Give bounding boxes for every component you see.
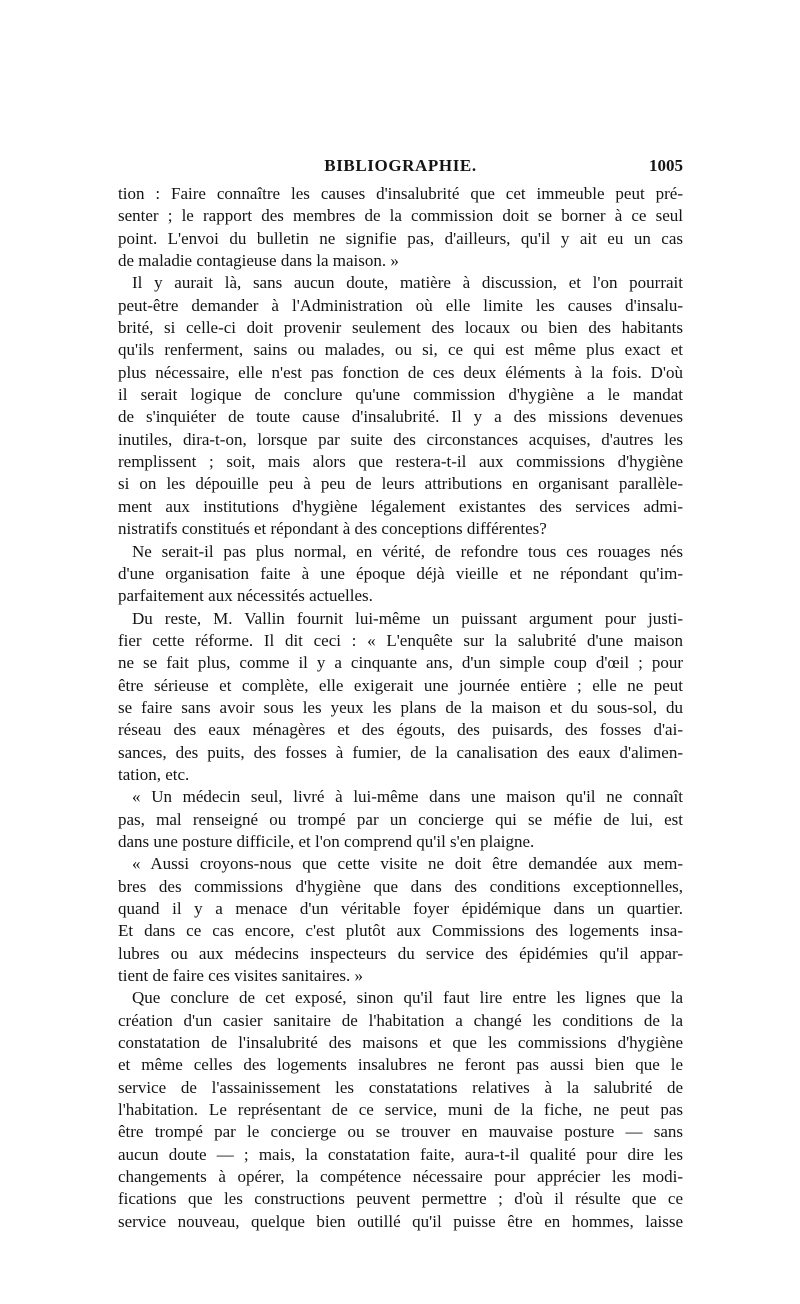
text-line: aucun doute — ; mais, la constatation faite, aura-t-il qualité pour dire les bbox=[118, 1144, 683, 1164]
text-line: peut-être demander à l'Administration où elle limite les causes d'insalu- bbox=[118, 295, 683, 315]
running-title: BIBLIOGRAPHIE. bbox=[324, 156, 477, 175]
text-line: Du reste, M. Vallin fournit lui-même un puissant argument pour justi- bbox=[132, 608, 683, 628]
text-line: de maladie contagieuse dans la maison. » bbox=[118, 251, 399, 271]
text-line: point. L'envoi du bulletin ne signifie pas, d'ailleurs, qu'il y ait eu un cas bbox=[118, 228, 683, 248]
text-line: ment aux institutions d'hygiène légalement existantes des services admi- bbox=[118, 496, 683, 516]
text-line: brité, si celle-ci doit provenir seulement des locaux ou bien des habitants bbox=[118, 318, 683, 338]
text-line: réseau des eaux ménagères et des égouts, des puisards, des fosses d'ai- bbox=[118, 720, 683, 740]
text-line: être sérieuse et complète, elle exigerait une journée entière ; elle ne peut bbox=[118, 675, 683, 695]
text-line: Que conclure de cet exposé, sinon qu'il faut lire entre les lignes que la bbox=[132, 988, 683, 1008]
text-line: création d'un casier sanitaire de l'habitation a changé les conditions de la bbox=[118, 1010, 683, 1030]
text-line: tation, etc. bbox=[118, 764, 190, 784]
text-line: dans une posture difficile, et l'on comprend qu'il s'en plaigne. bbox=[118, 831, 535, 851]
text-line: service de l'assainissement les constatations relatives à la salubrité de bbox=[118, 1077, 683, 1097]
text-line: et même celles des logements insalubres ne feront pas aussi bien que le bbox=[118, 1055, 683, 1075]
text-line: changements à opérer, la compétence nécessaire pour apprécier les modi- bbox=[118, 1167, 683, 1187]
text-line: ne se fait plus, comme il y a cinquante ans, d'un simple coup d'œil ; pour bbox=[118, 653, 683, 673]
text-line: plus nécessaire, elle n'est pas fonction de ces deux éléments à la fois. D'où bbox=[118, 362, 683, 382]
text-line: tient de faire ces visites sanitaires. » bbox=[118, 966, 363, 986]
text-line: Il y aurait là, sans aucun doute, matière à discussion, et l'on pourrait bbox=[132, 273, 683, 293]
body-text bbox=[118, 183, 683, 1233]
text-line: de s'inquiéter de toute cause d'insalubrité. Il y a des missions devenues bbox=[118, 407, 683, 427]
text-line: être trompé par le concierge ou se trouver en mauvaise posture — sans bbox=[118, 1122, 683, 1142]
text-line: fier cette réforme. Il dit ceci : « L'enquête sur la salubrité d'une maison bbox=[118, 630, 683, 650]
text-line: qu'ils renferment, sains ou malades, ou si, ce qui est même plus exact et bbox=[118, 340, 683, 360]
text-line: si on les dépouille peu à peu de leurs attributions en organisant parallèle- bbox=[118, 474, 683, 494]
page-number: 1005 bbox=[649, 156, 683, 175]
text-line: d'une organisation faite à une époque déjà vieille et ne répondant qu'im- bbox=[118, 563, 683, 583]
running-head bbox=[118, 156, 683, 180]
text-line: parfaitement aux nécessités actuelles. bbox=[118, 586, 373, 606]
text-line: lubres ou aux médecins inspecteurs du service des épidémies qu'il appar- bbox=[118, 943, 683, 963]
text-line: bres des commissions d'hygiène que dans des conditions exceptionnelles, bbox=[118, 876, 683, 896]
text-line: se faire sans avoir sous les yeux les plans de la maison et du sous-sol, du bbox=[118, 697, 683, 717]
text-line: senter ; le rapport des membres de la commission doit se borner à ce seul bbox=[118, 206, 683, 226]
text-line: constatation de l'insalubrité des maisons et que les commissions d'hygiène bbox=[118, 1033, 683, 1053]
text-line: quand il y a menace d'un véritable foyer épidémique dans un quartier. bbox=[118, 899, 683, 918]
text-line: l'habitation. Le représentant de ce service, muni de la fiche, ne peut pas bbox=[118, 1100, 683, 1120]
text-line: tion : Faire connaître les causes d'insalubrité que cet immeuble peut pré- bbox=[118, 184, 683, 203]
text-line: service nouveau, quelque bien outillé qu'il puisse être en hommes, laisse bbox=[118, 1211, 683, 1231]
text-line: il serait logique de conclure qu'une commission d'hygiène a le mandat bbox=[118, 385, 683, 405]
text-line: pas, mal renseigné ou trompé par un concierge qui se méfie de lui, est bbox=[118, 809, 683, 829]
text-line: fications que les constructions peuvent permettre ; d'où il résulte que ce bbox=[118, 1189, 683, 1209]
text-line: « Un médecin seul, livré à lui-même dans une maison qu'il ne connaît bbox=[132, 787, 683, 807]
text-line: Ne serait-il pas plus normal, en vérité, de refondre tous ces rouages nés bbox=[132, 541, 683, 561]
text-line: « Aussi croyons-nous que cette visite ne doit être demandée aux mem- bbox=[132, 854, 683, 874]
text-line: nistratifs constitués et répondant à des conceptions différentes? bbox=[118, 519, 547, 539]
text-line: remplissent ; soit, mais alors que restera-t-il aux commissions d'hygiène bbox=[118, 452, 683, 472]
text-line: Et dans ce cas encore, c'est plutôt aux Commissions des logements insa- bbox=[118, 921, 683, 941]
text-line: sances, des puits, des fosses à fumier, de la canalisation des eaux d'alimen- bbox=[118, 742, 683, 762]
text-line: inutiles, dira-t-on, lorsque par suite des circonstances acquises, d'autres les bbox=[118, 429, 683, 449]
